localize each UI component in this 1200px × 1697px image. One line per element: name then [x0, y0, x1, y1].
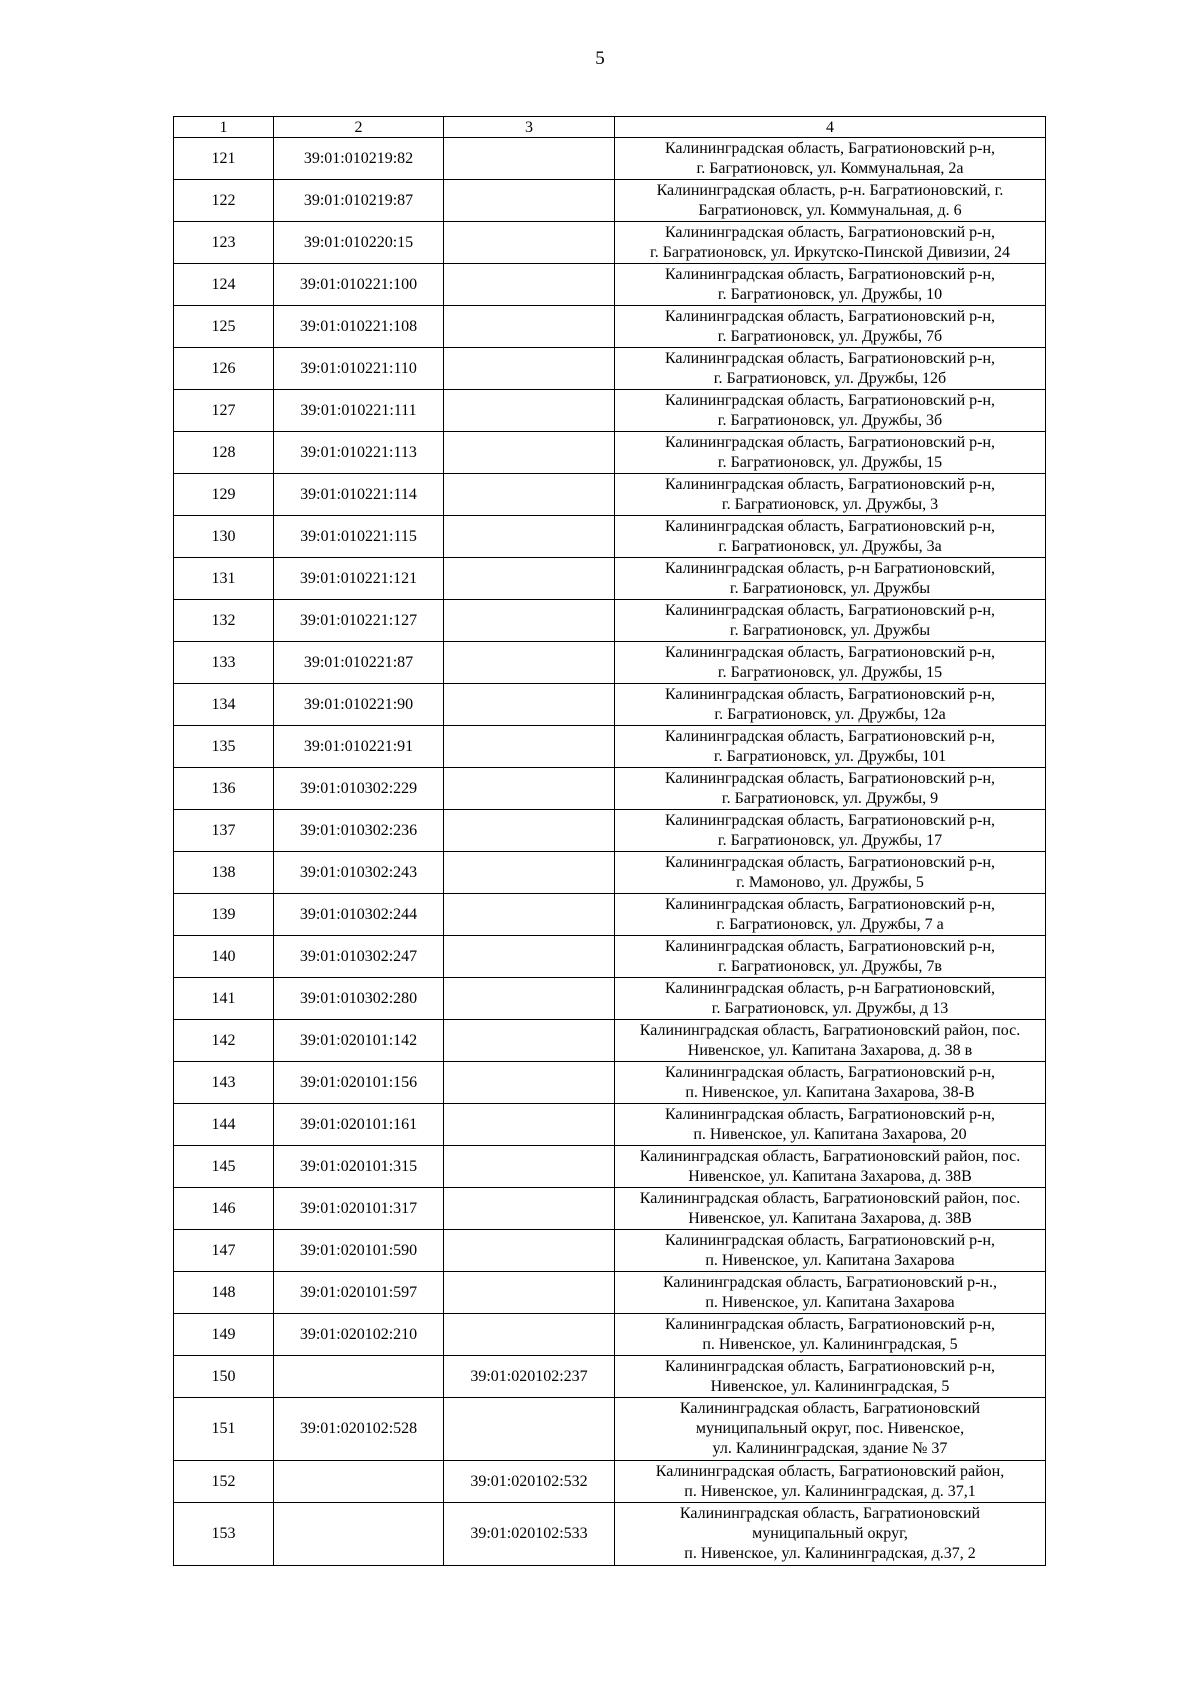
address-line: г. Багратионовск, ул. Дружбы, 17 [717, 831, 943, 849]
related-cadastral-number-cell [444, 180, 615, 222]
table-row [174, 306, 1046, 348]
cadastral-number-cell: 39:01:020101:315 [274, 1146, 444, 1188]
address-line: Нивенское, ул. Калининградская, 5 [710, 1377, 950, 1395]
address-cell [615, 852, 1046, 894]
cadastral-number-cell: 39:01:010219:87 [274, 180, 444, 222]
related-cadastral-number-cell [444, 894, 615, 936]
related-cadastral-number-cell [444, 1188, 615, 1230]
related-cadastral-number-cell [444, 600, 615, 642]
cadastral-number-cell: 39:01:010221:114 [274, 474, 444, 516]
related-cadastral-number-cell: 39:01:020102:237 [444, 1356, 615, 1398]
address-line: Калининградская область, Багратионовский р-н, [664, 685, 996, 703]
address-line: г. Багратионовск, ул. Дружбы [729, 579, 931, 597]
cadastral-number-cell [274, 1461, 444, 1503]
address-cell [615, 1356, 1046, 1398]
row-number-cell: 129 [174, 474, 274, 516]
table-row [174, 600, 1046, 642]
address-line: Калининградская область, Багратионовский р-н, [664, 1231, 996, 1249]
address-cell [615, 390, 1046, 432]
table-row [174, 936, 1046, 978]
row-number-cell: 142 [174, 1020, 274, 1062]
table-row [174, 1230, 1046, 1272]
address-line: г. Багратионовск, ул. Дружбы, д 13 [711, 999, 949, 1017]
related-cadastral-number-cell [444, 1104, 615, 1146]
cadastral-number-cell: 39:01:010221:110 [274, 348, 444, 390]
address-line: г. Багратионовск, ул. Дружбы, 7б [717, 327, 943, 345]
address-cell [615, 180, 1046, 222]
address-line: Калининградская область, Багратионовский р-н, [664, 265, 996, 283]
address-line: Калининградская область, Багратионовский р-н, [664, 601, 996, 619]
row-number-cell: 138 [174, 852, 274, 894]
row-number-cell: 153 [174, 1503, 274, 1566]
address-cell [615, 306, 1046, 348]
page-number: 5 [595, 48, 605, 69]
address-cell [615, 1503, 1046, 1566]
row-number-cell: 151 [174, 1398, 274, 1461]
address-cell [615, 474, 1046, 516]
address-line: Калининградская область, Багратионовский р-н, [664, 349, 996, 367]
row-number-cell: 137 [174, 810, 274, 852]
address-line: п. Нивенское, ул. Капитана Захарова [705, 1251, 955, 1269]
row-number-cell: 132 [174, 600, 274, 642]
row-number-cell: 146 [174, 1188, 274, 1230]
table-row [174, 264, 1046, 306]
address-cell [615, 936, 1046, 978]
table-row [174, 1062, 1046, 1104]
address-line: Калининградская область, Багратионовский р-н, [664, 853, 996, 871]
address-line: г. Багратионовск, ул. Дружбы, 3 [721, 495, 939, 513]
table-row [174, 1398, 1046, 1461]
address-line: Калининградская область, Багратионовский р-н, [664, 643, 996, 661]
related-cadastral-number-cell [444, 1020, 615, 1062]
address-cell [615, 1272, 1046, 1314]
address-cell [615, 1398, 1046, 1461]
related-cadastral-number-cell [444, 1062, 615, 1104]
cadastral-number-cell [274, 1503, 444, 1566]
table-row [174, 642, 1046, 684]
cadastral-table [173, 116, 1046, 1566]
cadastral-number-cell: 39:01:010219:82 [274, 138, 444, 180]
table-header-row [174, 117, 1046, 138]
address-line: г. Багратионовск, ул. Коммунальная, 2а [696, 159, 964, 177]
table-row [174, 222, 1046, 264]
table-row [174, 1188, 1046, 1230]
row-number-cell: 125 [174, 306, 274, 348]
row-number-cell: 145 [174, 1146, 274, 1188]
related-cadastral-number-cell [444, 1272, 615, 1314]
address-line: Калининградская область, Багратионовский р-н, [664, 937, 996, 955]
related-cadastral-number-cell [444, 474, 615, 516]
address-line: Калининградская область, р-н. Багратионовский, г. [656, 181, 1004, 199]
address-line: Калининградская область, Багратионовский р-н, [664, 391, 996, 409]
row-number-cell: 139 [174, 894, 274, 936]
address-line: Калининградская область, р-н Багратионовский, [664, 979, 996, 997]
column-header-1: 1 [174, 117, 274, 138]
address-line: г. Багратионовск, ул. Дружбы [729, 621, 931, 639]
address-cell [615, 810, 1046, 852]
related-cadastral-number-cell [444, 138, 615, 180]
row-number-cell: 149 [174, 1314, 274, 1356]
address-line: муниципальный округ, пос. Нивенское, [695, 1420, 965, 1437]
address-line: Калининградская область, Багратионовский р-н, [664, 517, 996, 535]
cadastral-number-cell: 39:01:020101:142 [274, 1020, 444, 1062]
address-line: г. Багратионовск, ул. Дружбы, 10 [717, 285, 943, 303]
address-line: Калининградская область, р-н Багратионовский, [664, 559, 996, 577]
address-cell [615, 1314, 1046, 1356]
address-cell [615, 600, 1046, 642]
row-number-cell: 136 [174, 768, 274, 810]
related-cadastral-number-cell [444, 390, 615, 432]
row-number-cell: 124 [174, 264, 274, 306]
column-header-4: 4 [615, 117, 1046, 138]
related-cadastral-number-cell [444, 558, 615, 600]
address-cell [615, 1104, 1046, 1146]
row-number-cell: 148 [174, 1272, 274, 1314]
cadastral-number-cell: 39:01:010221:87 [274, 642, 444, 684]
address-line: п. Нивенское, ул. Капитана Захарова, 20 [693, 1125, 967, 1143]
related-cadastral-number-cell [444, 222, 615, 264]
related-cadastral-number-cell [444, 978, 615, 1020]
table-row [174, 1461, 1046, 1503]
address-cell [615, 558, 1046, 600]
row-number-cell: 135 [174, 726, 274, 768]
related-cadastral-number-cell [444, 726, 615, 768]
cadastral-number-cell [274, 1356, 444, 1398]
table-row [174, 432, 1046, 474]
cadastral-number-cell: 39:01:010221:127 [274, 600, 444, 642]
row-number-cell: 150 [174, 1356, 274, 1398]
address-cell [615, 432, 1046, 474]
related-cadastral-number-cell [444, 768, 615, 810]
address-cell [615, 768, 1046, 810]
address-line: г. Багратионовск, ул. Дружбы, 15 [717, 453, 943, 471]
address-line: Калининградская область, Багратионовский район, [655, 1462, 1005, 1480]
column-header-3: 3 [444, 117, 615, 138]
address-line: г. Багратионовск, ул. Дружбы, 7в [718, 957, 942, 975]
address-line: Калининградская область, Багратионовский р-н, [664, 1105, 996, 1123]
related-cadastral-number-cell [444, 810, 615, 852]
address-line: п. Нивенское, ул. Капитана Захарова [705, 1293, 955, 1311]
address-line: Калининградская область, Багратионовский [679, 1400, 981, 1417]
table-row [174, 558, 1046, 600]
row-number-cell: 131 [174, 558, 274, 600]
table-row [174, 726, 1046, 768]
related-cadastral-number-cell [444, 642, 615, 684]
address-line: Нивенское, ул. Капитана Захарова, д. 38В [688, 1209, 972, 1227]
address-line: Калининградская область, Багратионовский р-н, [664, 727, 996, 745]
row-number-cell: 133 [174, 642, 274, 684]
related-cadastral-number-cell [444, 1146, 615, 1188]
related-cadastral-number-cell [444, 852, 615, 894]
table-row [174, 474, 1046, 516]
cadastral-number-cell: 39:01:010221:90 [274, 684, 444, 726]
address-cell [615, 222, 1046, 264]
related-cadastral-number-cell [444, 264, 615, 306]
cadastral-number-cell: 39:01:020101:317 [274, 1188, 444, 1230]
cadastral-number-cell: 39:01:010302:244 [274, 894, 444, 936]
address-cell [615, 894, 1046, 936]
cadastral-number-cell: 39:01:010221:115 [274, 516, 444, 558]
cadastral-number-cell: 39:01:010221:113 [274, 432, 444, 474]
table-body [174, 138, 1046, 1566]
related-cadastral-number-cell [444, 936, 615, 978]
row-number-cell: 130 [174, 516, 274, 558]
table-row [174, 1146, 1046, 1188]
address-line: Калининградская область, Багратионовский р-н, [664, 1063, 996, 1081]
address-line: Калининградская область, Багратионовский р-н, [664, 895, 996, 913]
table-row [174, 516, 1046, 558]
table-row [174, 1356, 1046, 1398]
row-number-cell: 123 [174, 222, 274, 264]
related-cadastral-number-cell [444, 306, 615, 348]
row-number-cell: 122 [174, 180, 274, 222]
address-cell [615, 138, 1046, 180]
address-line: г. Мамоново, ул. Дружбы, 5 [736, 873, 924, 891]
address-line: г. Багратионовск, ул. Дружбы, 12б [713, 369, 947, 387]
address-cell [615, 1188, 1046, 1230]
address-cell [615, 1062, 1046, 1104]
address-line: г. Багратионовск, ул. Иркутско-Пинской Дивизии, 24 [649, 243, 1011, 261]
table-row [174, 894, 1046, 936]
address-line: Калининградская область, Багратионовский р-н, [664, 223, 996, 241]
cadastral-number-cell: 39:01:010221:111 [274, 390, 444, 432]
row-number-cell: 152 [174, 1461, 274, 1503]
address-line: Багратионовск, ул. Коммунальная, д. 6 [698, 201, 962, 219]
address-line: Калининградская область, Багратионовский р-н., [662, 1273, 998, 1291]
table-row [174, 768, 1046, 810]
address-cell [615, 684, 1046, 726]
row-number-cell: 144 [174, 1104, 274, 1146]
address-cell [615, 1230, 1046, 1272]
address-line: п. Нивенское, ул. Капитана Захарова, 38-В [685, 1083, 975, 1101]
address-line: Калининградская область, Багратионовский [679, 1505, 981, 1522]
address-line: Калининградская область, Багратионовский р-н, [664, 307, 996, 325]
row-number-cell: 121 [174, 138, 274, 180]
address-line: Калининградская область, Багратионовский р-н, [664, 475, 996, 493]
related-cadastral-number-cell [444, 516, 615, 558]
address-line: Калининградская область, Багратионовский р-н, [664, 139, 996, 157]
table-row [174, 180, 1046, 222]
row-number-cell: 147 [174, 1230, 274, 1272]
address-line: Калининградская область, Багратионовский район, пос. [639, 1189, 1021, 1207]
cadastral-number-cell: 39:01:020101:597 [274, 1272, 444, 1314]
address-line: Калининградская область, Багратионовский район, пос. [639, 1021, 1021, 1039]
table-row [174, 810, 1046, 852]
row-number-cell: 134 [174, 684, 274, 726]
address-line: Калининградская область, Багратионовский р-н, [664, 1357, 996, 1375]
address-line: п. Нивенское, ул. Калининградская, 5 [702, 1335, 958, 1353]
address-cell [615, 348, 1046, 390]
table-row [174, 1314, 1046, 1356]
table-row [174, 138, 1046, 180]
cadastral-number-cell: 39:01:010302:247 [274, 936, 444, 978]
table-row [174, 348, 1046, 390]
address-line: Калининградская область, Багратионовский р-н, [664, 433, 996, 451]
row-number-cell: 126 [174, 348, 274, 390]
table-row [174, 1503, 1046, 1566]
table-row [174, 852, 1046, 894]
cadastral-number-cell: 39:01:020101:156 [274, 1062, 444, 1104]
cadastral-number-cell: 39:01:020102:528 [274, 1398, 444, 1461]
cadastral-number-cell: 39:01:020101:590 [274, 1230, 444, 1272]
table-row [174, 390, 1046, 432]
related-cadastral-number-cell [444, 1314, 615, 1356]
cadastral-number-cell: 39:01:010302:243 [274, 852, 444, 894]
table-row [174, 978, 1046, 1020]
address-line: г. Багратионовск, ул. Дружбы, 15 [717, 663, 943, 681]
address-cell [615, 516, 1046, 558]
address-cell [615, 978, 1046, 1020]
address-line: г. Багратионовск, ул. Дружбы, 101 [713, 747, 947, 765]
related-cadastral-number-cell: 39:01:020102:532 [444, 1461, 615, 1503]
row-number-cell: 140 [174, 936, 274, 978]
address-line: Нивенское, ул. Капитана Захарова, д. 38В [688, 1167, 972, 1185]
cadastral-number-cell: 39:01:010302:236 [274, 810, 444, 852]
cadastral-number-cell: 39:01:010221:91 [274, 726, 444, 768]
row-number-cell: 128 [174, 432, 274, 474]
address-line: г. Багратионовск, ул. Дружбы, 12а [714, 705, 946, 723]
cadastral-number-cell: 39:01:010221:100 [274, 264, 444, 306]
address-line: Калининградская область, Багратионовский р-н, [664, 811, 996, 829]
address-line: п. Нивенское, ул. Калининградская, д. 37,1 [684, 1482, 976, 1500]
address-cell [615, 1146, 1046, 1188]
address-line: Калининградская область, Багратионовский р-н, [664, 1315, 996, 1333]
address-cell [615, 642, 1046, 684]
cadastral-number-cell: 39:01:010221:108 [274, 306, 444, 348]
related-cadastral-number-cell [444, 348, 615, 390]
related-cadastral-number-cell [444, 684, 615, 726]
related-cadastral-number-cell [444, 1398, 615, 1461]
address-line: г. Багратионовск, ул. Дружбы, 7 а [716, 915, 944, 933]
column-header-2: 2 [274, 117, 444, 138]
address-line: Калининградская область, Багратионовский р-н, [664, 769, 996, 787]
address-line: п. Нивенское, ул. Калининградская, д.37, 2 [684, 1545, 976, 1562]
address-cell [615, 264, 1046, 306]
address-cell [615, 1461, 1046, 1503]
row-number-cell: 143 [174, 1062, 274, 1104]
cadastral-number-cell: 39:01:010220:15 [274, 222, 444, 264]
table-row [174, 1272, 1046, 1314]
cadastral-number-cell: 39:01:020102:210 [274, 1314, 444, 1356]
address-line: г. Багратионовск, ул. Дружбы, 3б [717, 411, 943, 429]
related-cadastral-number-cell [444, 1230, 615, 1272]
address-line: муниципальный округ, [752, 1525, 908, 1542]
row-number-cell: 141 [174, 978, 274, 1020]
address-line: г. Багратионовск, ул. Дружбы, 3а [718, 537, 942, 555]
address-cell [615, 1020, 1046, 1062]
row-number-cell: 127 [174, 390, 274, 432]
address-line: г. Багратионовск, ул. Дружбы, 9 [721, 789, 939, 807]
related-cadastral-number-cell: 39:01:020102:533 [444, 1503, 615, 1566]
cadastral-number-cell: 39:01:020101:161 [274, 1104, 444, 1146]
cadastral-number-cell: 39:01:010302:229 [274, 768, 444, 810]
address-line: Нивенское, ул. Капитана Захарова, д. 38 в [687, 1041, 973, 1059]
table-row [174, 1104, 1046, 1146]
address-line: Калининградская область, Багратионовский район, пос. [639, 1147, 1021, 1165]
cadastral-number-cell: 39:01:010221:121 [274, 558, 444, 600]
address-cell [615, 726, 1046, 768]
table-row [174, 684, 1046, 726]
cadastral-number-cell: 39:01:010302:280 [274, 978, 444, 1020]
address-line: ул. Калининградская, здание № 37 [712, 1440, 948, 1457]
table-row [174, 1020, 1046, 1062]
related-cadastral-number-cell [444, 432, 615, 474]
